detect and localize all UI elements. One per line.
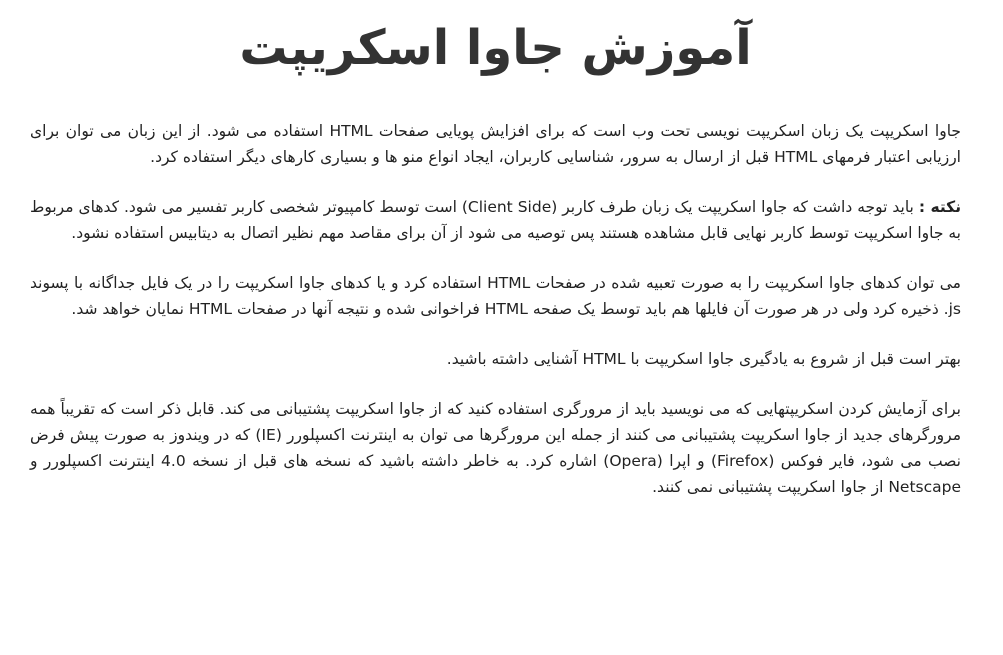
paragraph-text: بهتر است قبل از شروع به یادگیری جاوا اسکریپت با HTML آشنایی داشته باشید. bbox=[446, 349, 961, 368]
page-title: آموزش جاوا اسکریپت bbox=[239, 20, 752, 76]
paragraph-browsers bbox=[30, 396, 961, 500]
note-label: نکته : bbox=[918, 197, 962, 216]
paragraph-prerequisite bbox=[30, 346, 961, 372]
paragraph-text: جاوا اسکریپت یک زبان اسکریپت نویسی تحت وب است که برای افزایش پویایی صفحات HTML استفاده می شود. از این زبان می توان برای ارزیابی اعتبار فرمهای HTML قبل از ارسال به سرور، شناسایی کاربران، ایجاد انواع منو ها و بسیاری کارهای دیگر استفاده کرد. bbox=[30, 121, 961, 166]
paragraph-text: برای آزمایش کردن اسکریپتهایی که می نویسید باید از مرورگری استفاده کنید که از جاوا اسکریپت پشتیبانی می کند. قابل ذکر است که تقریباً همه مرورگرهای جدید از جاوا اسکریپت پشتیبانی می کنند از جمله این مرورگرها می توان به اینترنت اکسپلورر (IE) که در ویندوز به صورت پیش فرض نصب می شود، فایر فوکس (Firefox) و اپرا (Opera) اشاره کرد. به خاطر داشته باشید که نسخه های قبل از نسخه 4.0 اینترنت اکسپلورر و Netscape از جاوا اسکریپت پشتیبانی نمی کنند. bbox=[30, 399, 961, 496]
paragraph-text: باید توجه داشت که جاوا اسکریپت یک زبان طرف کاربر (Client Side) است توسط کامپیوتر شخصی کاربر تفسیر می شود. کدهای مربوط به جاوا اسکریپت توسط کاربر نهایی قابل مشاهده هستند پس توصیه می شود از آن برای مقاصد مهم نظیر اتصال به دیتابیس استفاده نشود. bbox=[30, 197, 961, 242]
paragraph-embedding bbox=[30, 270, 961, 322]
paragraph-intro bbox=[30, 118, 961, 170]
paragraph-text: می توان کدهای جاوا اسکریپت را به صورت تعبیه شده در صفحات HTML استفاده کرد و یا کدهای جاوا اسکریپت را در یک فایل جداگانه با پسوند js. ذخیره کرد ولی در هر صورت آن فایلها هم باید توسط یک صفحه HTML فراخوانی شده و نتیجه آنها در صفحات HTML نمایان خواهد شد. bbox=[30, 273, 961, 318]
paragraph-note bbox=[30, 194, 961, 246]
